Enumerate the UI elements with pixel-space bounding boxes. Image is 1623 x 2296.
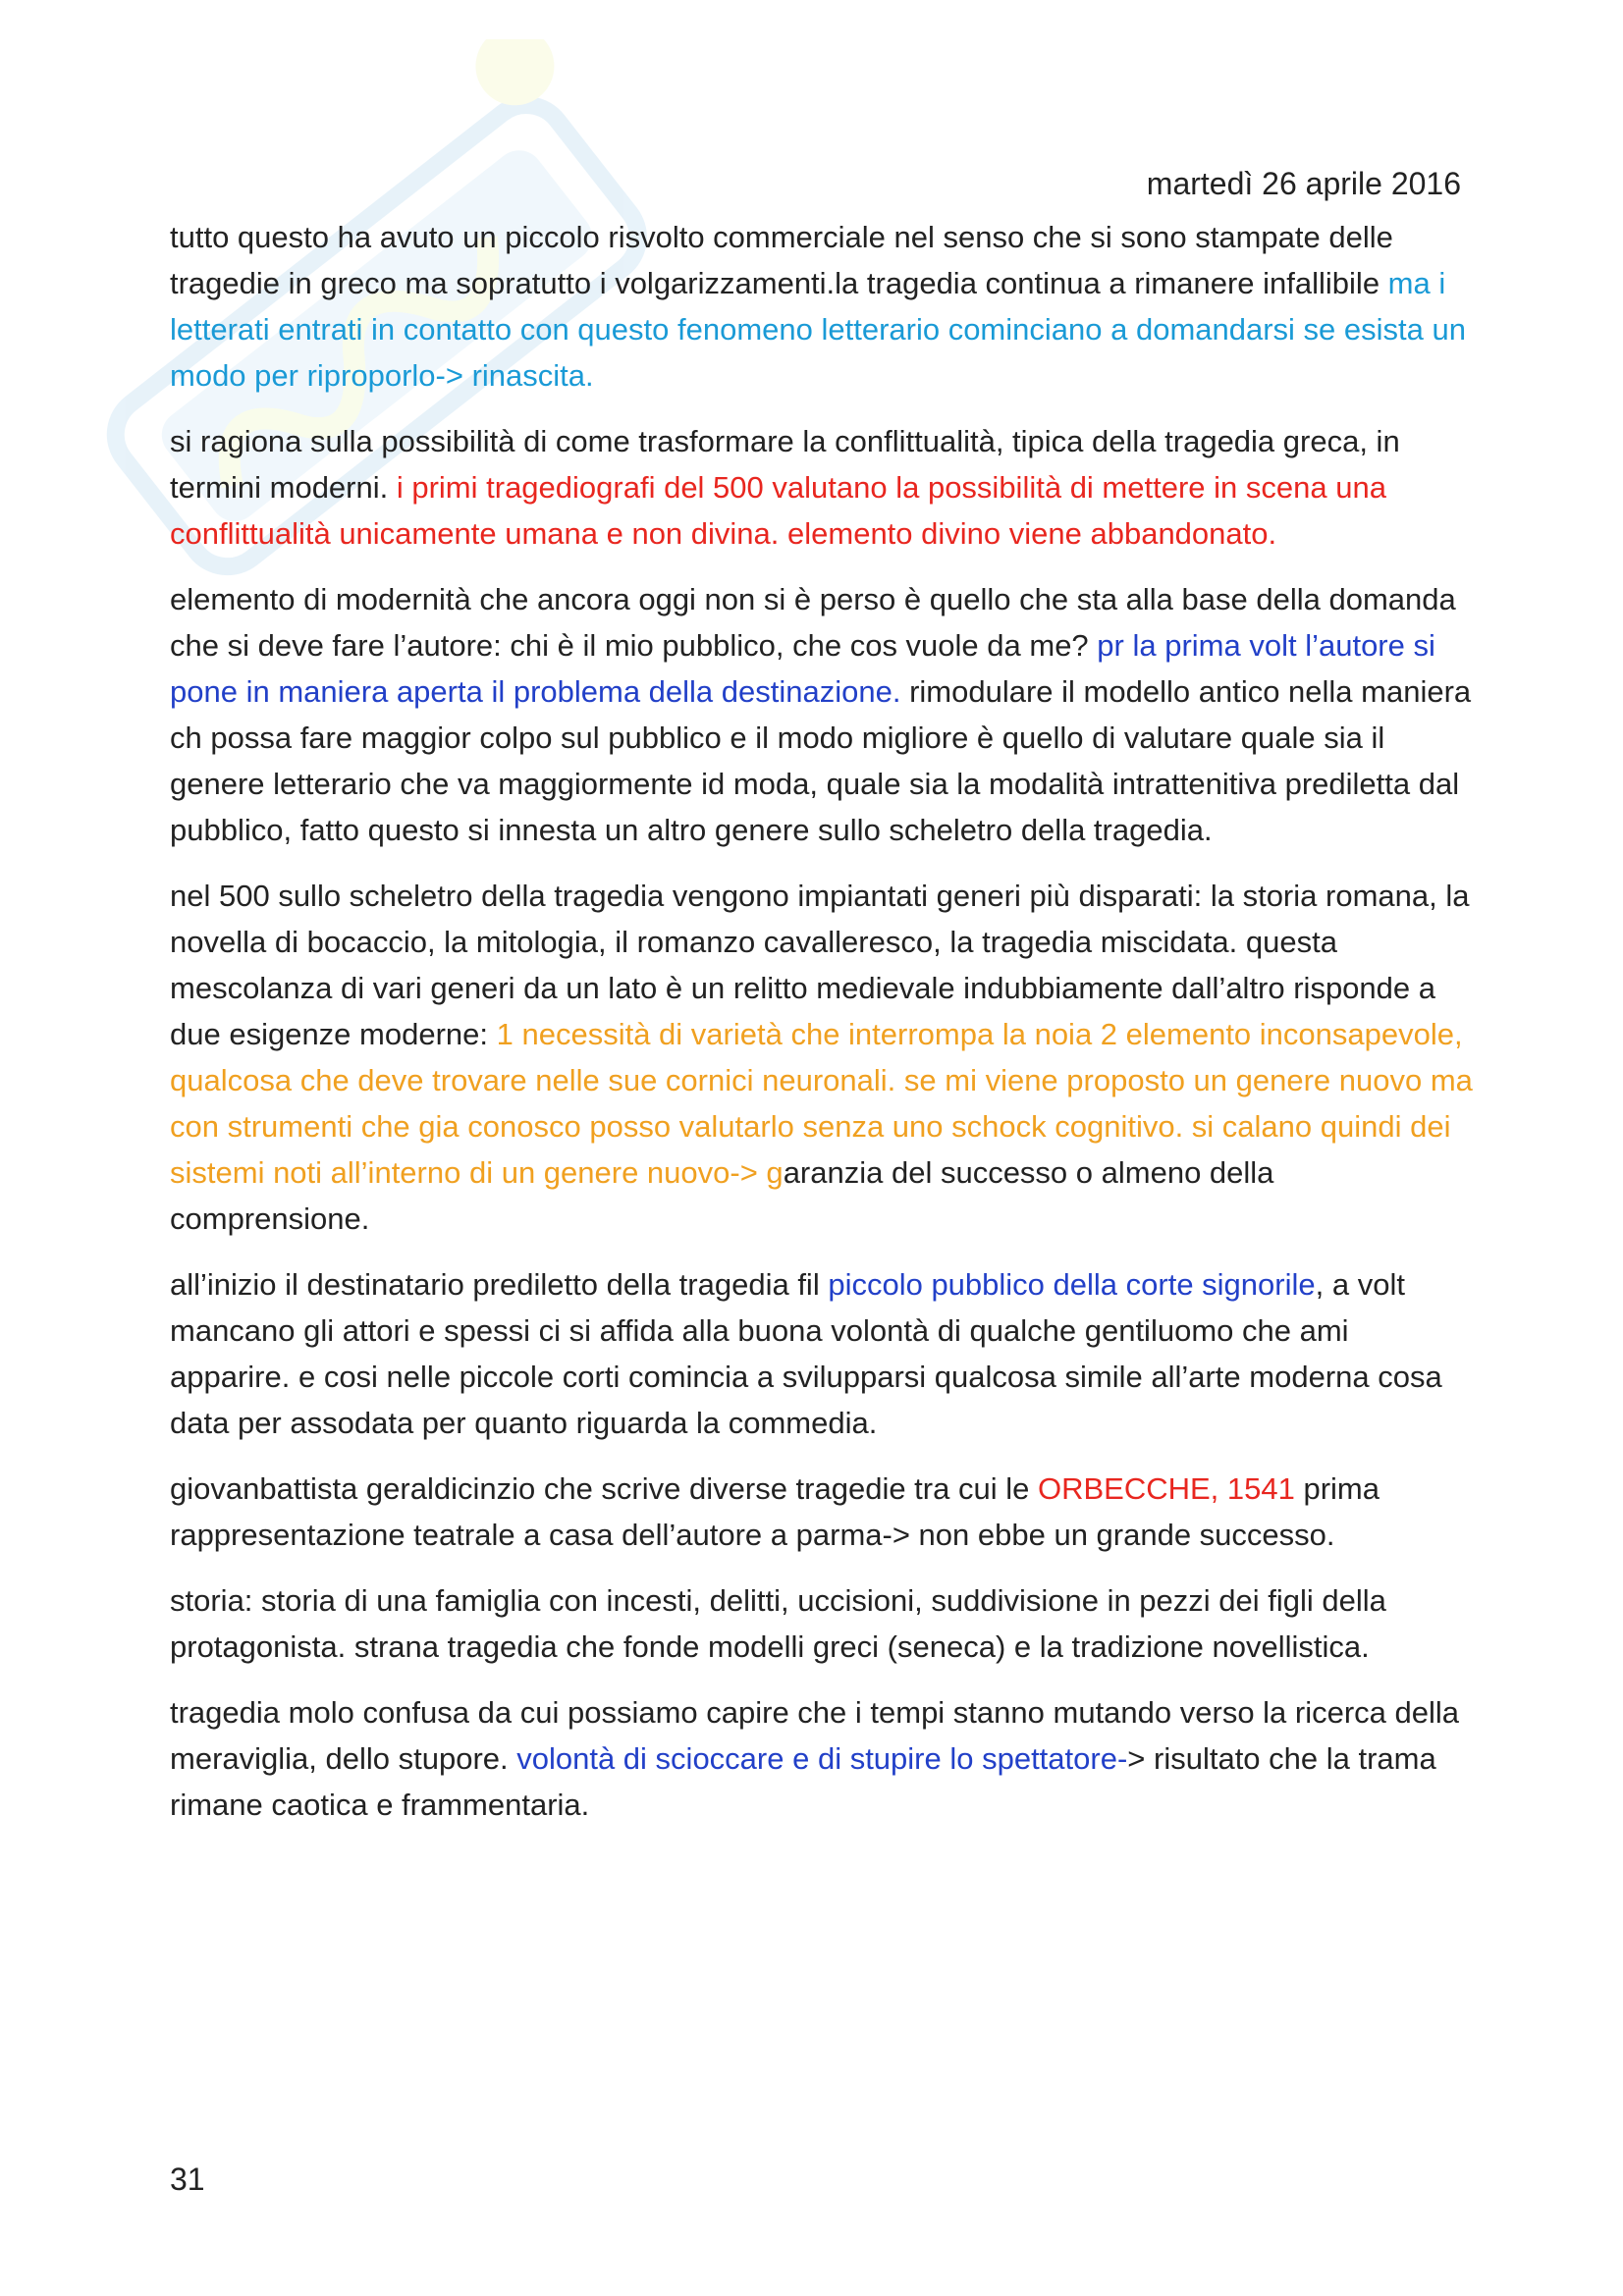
paragraph — [170, 418, 1476, 557]
paragraph-text: nel 500 sullo scheletro della tragedia vengono impiantati generi più disparati: la storia romana, la novella di bocaccio, la mitologia, il romanzo cavalleresco, la tragedia miscidata. questa mescolanza di vari generi da un lato è un relitto medievale indubbiamente dall’altro risponde a due esigenze moderne: — [170, 879, 1470, 1051]
paragraph-text: , a volt mancano gli attori e spessi ci si affida alla buona volontà di qualche gentiluomo che ami apparire. e cosi nelle piccole corti comincia a svilupparsi qualcosa simile all’arte moderna cosa data per assodata per quanto riguarda la commedia. — [170, 1267, 1442, 1440]
highlighted-text: piccolo pubblico della corte signorile — [828, 1267, 1316, 1302]
paragraph — [170, 1261, 1476, 1446]
paragraph — [170, 1689, 1476, 1828]
highlighted-text: 1 necessità di varietà che interrompa la noia 2 elemento inconsapevole, qualcosa che deve trovare nelle sue cornici neuronali. se mi viene proposto un genere nuovo ma con strumenti che gia conosco posso valutarlo senza uno schock cognitivo. si calano quindi dei sistemi noti all’interno di un genere nuovo-> g — [170, 1017, 1473, 1190]
paragraph-text: tragedia molo confusa da cui possiamo capire che i tempi stanno mutando verso la ricerca della meraviglia, dello stupore. — [170, 1695, 1460, 1776]
paragraph — [170, 214, 1476, 399]
paragraph-text: > risultato che la trama rimane caotica e frammentaria. — [170, 1741, 1436, 1822]
paragraph-text: giovanbattista geraldicinzio che scrive diverse tragedie tra cui le — [170, 1471, 1038, 1506]
paragraph-text: aranzia del successo o almeno della comprensione. — [170, 1155, 1274, 1236]
paragraph-text: elemento di modernità che ancora oggi non si è perso è quello che sta alla base della domanda che si deve fare l’autore: chi è il mio pubblico, che cos vuole da me? — [170, 582, 1456, 663]
document-body — [170, 214, 1476, 1847]
paragraph-text: rimodulare il modello antico nella maniera ch possa fare maggior colpo sul pubblico e il modo migliore è quello di valutare quale sia il genere letterario che va maggiormente id moda, quale sia la modalità intrattenitiva prediletta dal pubblico, fatto questo si innesta un altro genere sullo scheletro della tragedia. — [170, 674, 1472, 847]
paragraph-text: si ragiona sulla possibilità di come trasformare la conflittualità, tipica della tragedia greca, in termini moderni. — [170, 424, 1400, 505]
highlighted-text: volontà di scioccare e di stupire lo spettatore- — [516, 1741, 1128, 1776]
highlighted-text: pr la prima volt l’autore si pone in maniera aperta il problema della destinazione. — [170, 628, 1435, 709]
highlighted-text: ma i letterati entrati in contatto con questo fenomeno letterario cominciano a domandarsi se esista un modo per riproporlo-> rinascita. — [170, 266, 1466, 393]
paragraph-text: prima rappresentazione teatrale a casa dell’autore a parma-> non ebbe un grande successo. — [170, 1471, 1380, 1552]
paragraph-text: tutto questo ha avuto un piccolo risvolto commerciale nel senso che si sono stampate delle tragedie in greco ma sopratutto i volgarizzamenti.la tragedia continua a rimanere infallibile — [170, 220, 1393, 300]
highlighted-text: i primi tragediografi del 500 valutano la possibilità di mettere in scena una conflittualità unicamente umana e non divina. elemento divino viene abbandonato. — [170, 470, 1386, 551]
page-number: 31 — [170, 2162, 205, 2197]
paragraph — [170, 576, 1476, 853]
document-date: martedì 26 aprile 2016 — [1146, 166, 1461, 201]
paragraph-text: storia: storia di una famiglia con incesti, delitti, uccisioni, suddivisione in pezzi dei figli della protagonista. strana tragedia che fonde modelli greci (seneca) e la tradizione novellistica. — [170, 1583, 1386, 1664]
paragraph — [170, 1577, 1476, 1670]
paragraph-text: all’inizio il destinatario prediletto della tragedia fil — [170, 1267, 829, 1302]
highlighted-text: ORBECCHE, 1541 — [1037, 1471, 1295, 1506]
paragraph — [170, 873, 1476, 1242]
paragraph — [170, 1466, 1476, 1558]
